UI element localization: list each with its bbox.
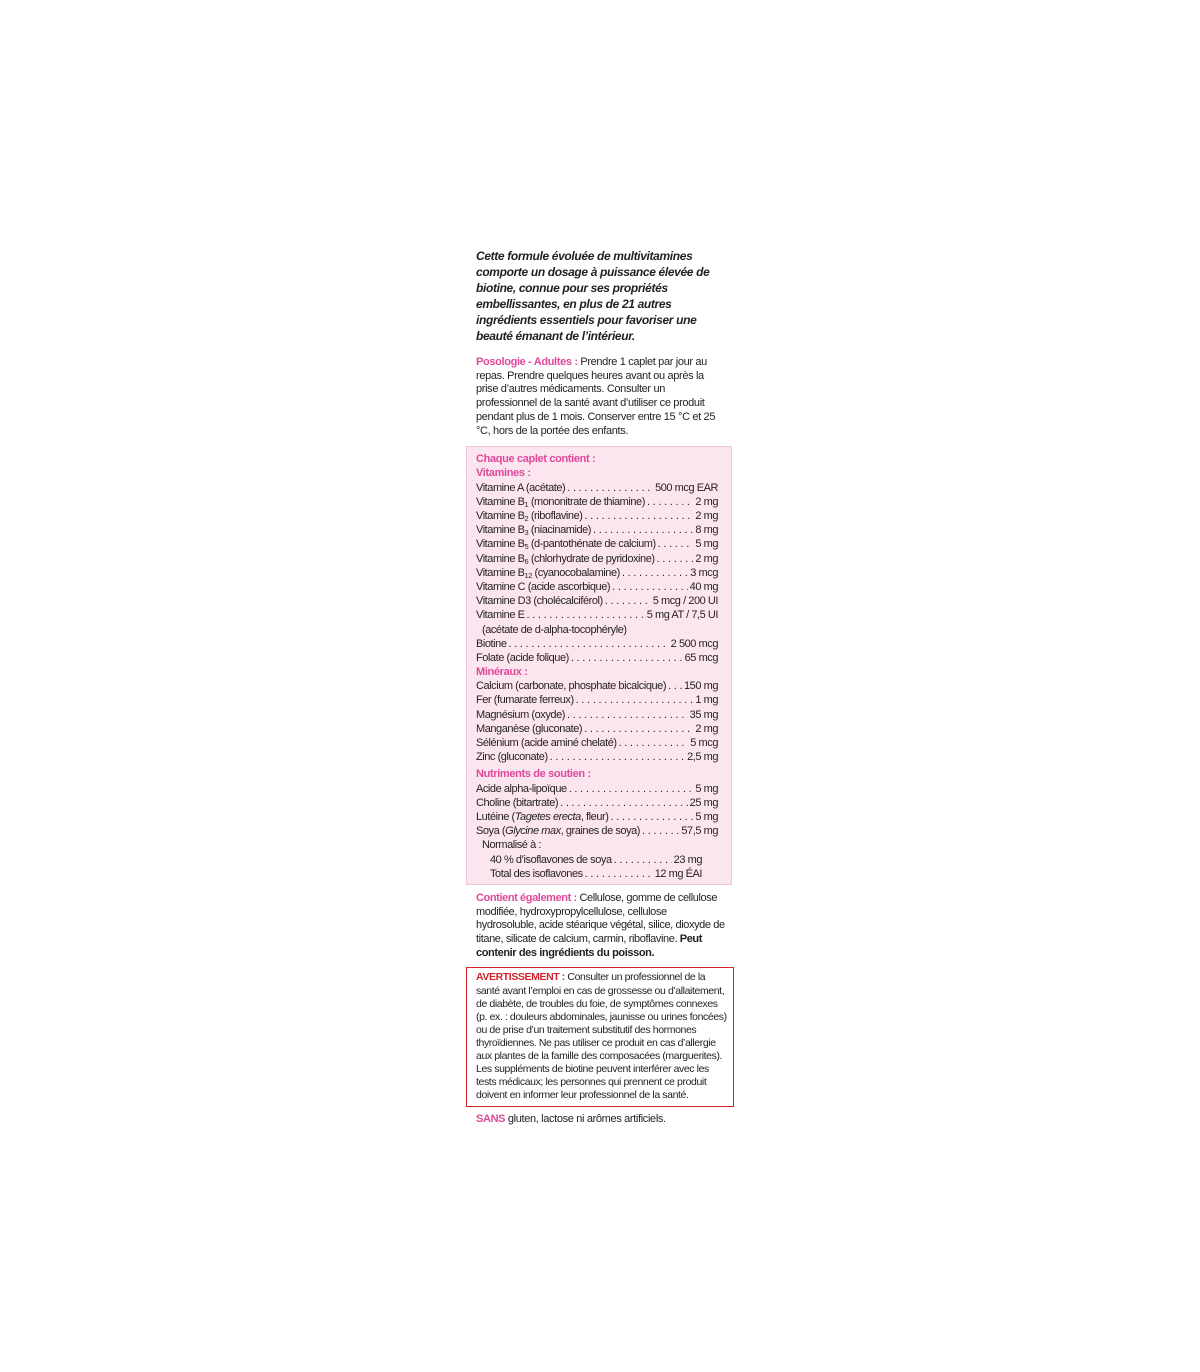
lutein-row: Lutéine (Tagetes erecta, fleur) . . . 5 mg [476,810,718,824]
mineral-row: Manganèse (gluconate) . . . 2 mg [476,722,718,736]
allergen-note: Peut contenir des ingrédients du poisson. [476,933,703,959]
vitamins-after-list [476,637,718,665]
label-panel [466,248,734,1126]
mineral-row: Fer (fumarate ferreux) . . . 1 mg [476,693,718,707]
vitamin-row: Vitamine $B_{12}$ (cyanocobalamine) . . . 3 mcg [476,566,718,580]
support-list [476,782,718,810]
support-row: Acide alpha-lipoïque . . . 5 mg [476,782,718,796]
vitamin-row: Biotine . . . 2 500 mcg [476,637,718,651]
vitamins-list [476,481,718,623]
mineral-row: Sélénium (acide aminé chelaté) . . . 5 mcg [476,736,718,750]
intro-text: Cette formule évoluée de multivitamines comporte un dosage à puissance élevée de biotine, connue pour ses propriétés embellissantes, en plus de 21 autres ingrédients essentiels pour favoriser une beauté émanant de l’intérieur. [476,249,710,343]
normalized-label: Normalisé à : [482,839,541,852]
vitamin-row: Vitamine $B_5$ (d-pantothénate de calcium) . . . 5 mg [476,537,718,551]
support-heading: Nutriments de soutien : [476,768,591,781]
dosage-section [476,356,726,438]
soy-row: Soya (Glycine max, graines de soya) . . . 57,5 mg [476,824,718,838]
mineral-row: Calcium (carbonate, phosphate bicalcique) . . . 150 mg [476,679,718,693]
mineral-row: Zinc (gluconate) . . . 2,5 mg [476,750,718,764]
normalized-list [476,853,718,881]
vitamin-row: Vitamine $B_2$ (riboflavine) . . . 2 mg [476,509,718,523]
normalized-row: 40 % d’isoflavones de soya . . . 23 mg [476,853,702,867]
dosage-text: Prendre 1 caplet par jour au repas. Prendre quelques heures avant ou après la prise d’autres médicaments. Consulter un professionnel de la santé avant d’utiliser ce produit pendant plus de 1 mois. Conserver entre 15 °C et 25 °C, hors de la portée des enfants. [476,356,716,437]
dosage-heading: Posologie - Adultes : [476,356,578,368]
vitamin-row: Vitamine C (acide ascorbique) . . . 40 mg [476,580,718,594]
other-ingredients-text: Cellulose, gomme de cellulose modifiée, hydroxypropylcellulose, cellulose hydrosoluble, acide stéarique végétal, silice, dioxyde de titane, silicate de calcium, carmin, riboflavine. [476,891,725,946]
nutrition-facts-box [466,446,732,885]
vitamin-row: Vitamine D3 (cholécalciférol) . . . 5 mcg / 200 UI [476,594,718,608]
vitamin-row: Vitamine $B_1$ (mononitrate de thiamine) . . . 2 mg [476,495,718,509]
support-row: Choline (bitartrate) . . . 25 mg [476,796,718,810]
vitamin-row: Vitamine $B_3$ (niacinamide) . . . 8 mg [476,523,718,537]
minerals-heading: Minéraux : [476,666,528,679]
warning-heading: AVERTISSEMENT : [476,971,565,984]
warning-box [466,967,734,1107]
vitamins-heading: Vitamines : [476,467,531,480]
mineral-row: Magnésium (oxyde) . . . 35 mg [476,708,718,722]
vitamin-row: Vitamine A (acétate) . . . 500 mcg EAR [476,481,718,495]
other-ingredients-section [476,892,728,961]
vitamin-row: Folate (acide folique) . . . 65 mcg [476,651,718,665]
vitamin-row: Vitamine E . . . 5 mg AT / 7,5 UI [476,608,718,622]
free-of-text: gluten, lactose ni arômes artificiels. [505,1113,666,1126]
free-of-heading: SANS [476,1113,506,1126]
other-ingredients-heading: Contient également : [476,891,577,904]
minerals-list [476,679,718,764]
facts-heading: Chaque caplet contient : [476,453,596,466]
normalized-row: Total des isoflavones . . . 12 mg ÉAI [476,867,702,881]
vitamin-row: Vitamine $B_6$ (chlorhydrate de pyridoxine) . . . 2 mg [476,552,718,566]
free-of-section [476,1112,734,1126]
warning-text: Consulter un professionnel de la santé avant l’emploi en cas de grossesse ou d’allaitement, de diabète, de troubles du foie, de symptômes connexes (p. ex. : douleurs abdominales, jaunisse ou urines foncées) ou de prise d’un traitement substitutif des hormones thyroïdiennes. Ne pas utiliser ce produit en cas d’allergie aux plantes de la famille des composacées (marguerites). Les suppléments de biotine peuvent interférer avec les tests médicaux; les personnes qui prennent ce produit doivent en informer leur professionnel de la santé. [476,971,727,1102]
vitamin-e-note: (acétate de d-alpha-tocophéryle) [482,623,627,636]
